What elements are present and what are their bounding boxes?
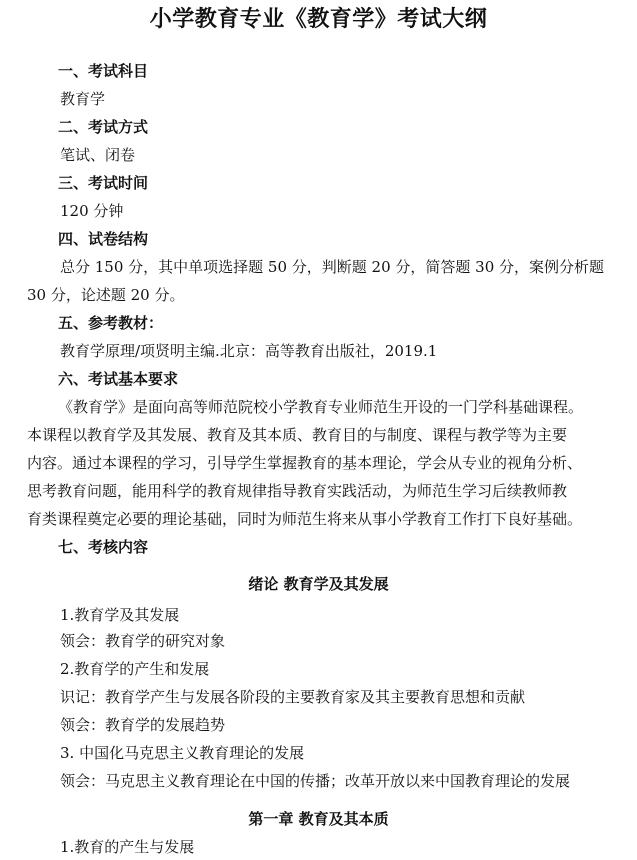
section-heading-method: 二、考试方式 xyxy=(58,118,149,136)
chapter1-item-1: 1.教育的产生与发展 xyxy=(60,838,195,856)
section-heading-textbook: 五、参考教材： xyxy=(58,314,164,332)
intro-item-1: 1.教育学及其发展 xyxy=(60,606,180,624)
requirements-line-2: 本课程以教育学及其发展、教育及其本质、教育目的与制度、课程与教学等为主要 xyxy=(27,426,568,444)
intro-item-6: 3. 中国化马克思主义教育理论的发展 xyxy=(60,744,305,762)
requirements-line-3: 内容。通过本课程的学习，引导学生掌握教育的基本理论，学会从专业的视角分析、 xyxy=(27,454,583,472)
document-title: 小学教育专业《教育学》考试大纲 xyxy=(149,7,488,32)
requirements-line-5: 育类课程奠定必要的理论基础，同时为师范生将来从事小学教育工作打下良好基础。 xyxy=(27,510,583,528)
section-heading-time: 三、考试时间 xyxy=(58,174,149,192)
requirements-line-4: 思考教育问题，能用科学的教育规律指导教育实践活动，为师范生学习后续教师教 xyxy=(27,482,568,500)
intro-item-2: 领会：教育学的研究对象 xyxy=(60,632,226,650)
section-heading-requirements: 六、考试基本要求 xyxy=(58,370,179,388)
intro-item-7: 领会：马克思主义教育理论在中国的传播；改革开放以来中国教育理论的发展 xyxy=(60,772,571,790)
section-text-subject: 教育学 xyxy=(60,90,106,108)
section-text-structure-line2: 30 分，论述题 20 分。 xyxy=(27,286,185,304)
intro-item-3: 2.教育学的产生和发展 xyxy=(60,660,210,678)
requirements-line-1: 《教育学》是面向高等师范院校小学教育专业师范生开设的一门学科基础课程。 xyxy=(58,398,584,416)
intro-item-5: 领会：教育学的发展趋势 xyxy=(60,716,226,734)
section-heading-subject: 一、考试科目 xyxy=(58,62,149,80)
section-heading-structure: 四、试卷结构 xyxy=(58,230,149,248)
section-text-textbook: 教育学原理/项贤明主编.北京：高等教育出版社，2019.1 xyxy=(60,342,438,360)
section-text-structure-line1: 总分 150 分，其中单项选择题 50 分，判断题 20 分，简答题 30 分，案例分析题 xyxy=(60,258,605,276)
section-text-time: 120 分钟 xyxy=(60,202,124,220)
section-text-method: 笔试、闭卷 xyxy=(60,146,136,164)
chapter1-title: 第一章 教育及其本质 xyxy=(248,810,389,828)
intro-item-4: 识记：教育学产生与发展各阶段的主要教育家及其主要教育思想和贡献 xyxy=(60,688,526,706)
intro-title: 绪论 教育学及其发展 xyxy=(248,575,389,593)
section-heading-content: 七、考核内容 xyxy=(58,538,149,556)
